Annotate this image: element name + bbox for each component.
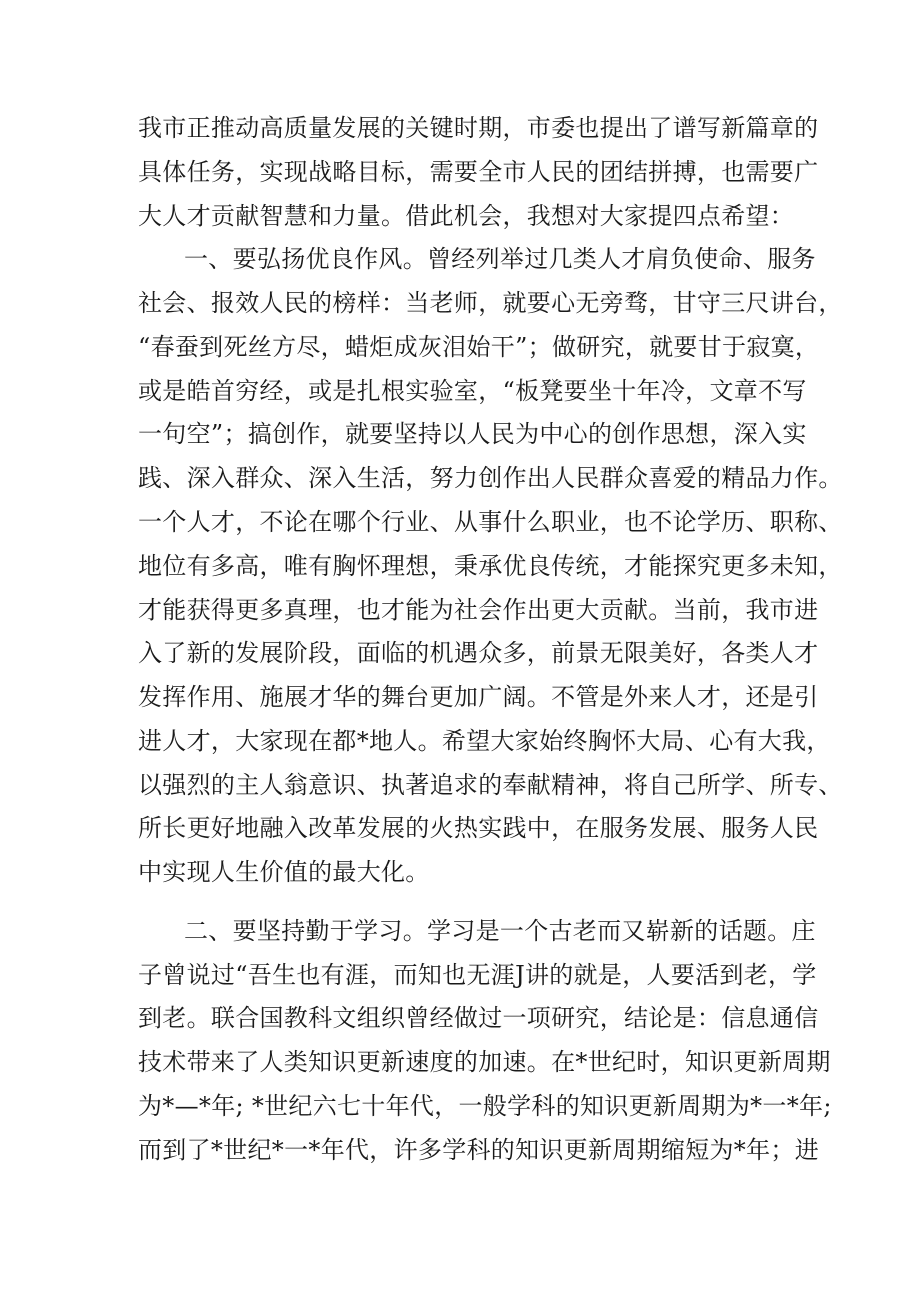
paragraph-line: 技术带来了人类知识更新速度的加速。在*世纪时，知识更新周期	[138, 1048, 831, 1076]
paragraph-line: 所长更好地融入改革发展的火热实践中，在服务发展、服务人民	[138, 814, 819, 842]
paragraph-line: 地位有多高，唯有胸怀理想，秉承优良传统，才能探究更多未知，	[138, 552, 843, 580]
paragraph-line: 一个人才，不论在哪个行业、从事什么职业，也不论学历、职称、	[138, 508, 843, 536]
paragraph-line: 子曾说过“吾生也有涯，而知也无涯J讲的就是，人要活到老，学	[138, 961, 817, 989]
paragraph-line: 或是皓首穷经，或是扎根实验室，“板凳要坐十年冷，文章不写	[138, 377, 807, 405]
paragraph-line: 才能获得更多真理，也才能为社会作出更大贡献。当前，我市进	[138, 596, 819, 624]
paragraph-line: 发挥作用、施展才华的舞台更加广阔。不管是外来人才，还是引	[138, 683, 819, 711]
paragraph-line: 一、要弘扬优良作风。曾经列举过几类人才肩负使命、服务	[184, 245, 816, 273]
paragraph-line: 以强烈的主人翁意识、执著追求的奉献精神，将自己所学、所专、	[138, 771, 843, 799]
paragraph-line: 为*—*年; *世纪六七十年代，一般学科的知识更新周期为*一*年;	[138, 1092, 832, 1120]
paragraph-line: 进人才，大家现在都*地人。希望大家始终胸怀大局、心有大我，	[138, 727, 831, 755]
paragraph-line: 社会、报效人民的榜样：当老师，就要心无旁骛，甘守三尺讲台，	[138, 289, 843, 317]
paragraph-line: 我市正推动高质量发展的关键时期，市委也提出了谱写新篇章的	[138, 114, 819, 142]
paragraph-line: 大人才贡献智慧和力量。借此机会，我想对大家提四点希望：	[138, 202, 795, 230]
paragraph-line: 中实现人生价值的最大化。	[138, 858, 430, 886]
paragraph-line: 而到了*世纪*一*年代，许多学科的知识更新周期缩短为*年；进	[138, 1136, 819, 1164]
paragraph-line: 具体任务，实现战略目标，需要全市人民的团结拼搏，也需要广	[138, 158, 819, 186]
paragraph-line: 到老。联合国教科文组织曾经做过一项研究，结论是：信息通信	[138, 1004, 819, 1032]
paragraph-line: 一句空”；搞创作，就要坚持以人民为中心的创作思想，深入实	[138, 420, 807, 448]
paragraph-line: 入了新的发展阶段，面临的机遇众多，前景无限美好，各类人才	[138, 639, 819, 667]
paragraph-line: 二、要坚持勤于学习。学习是一个古老而又崭新的话题。庄	[184, 917, 816, 945]
paragraph-line: “春蚕到死丝方尽，蜡炬成灰泪始干”；做研究，就要甘于寂寞，	[138, 333, 820, 361]
paragraph-line: 践、深入群众、深入生活，努力创作出人民群众喜爱的精品力作。	[138, 464, 843, 492]
